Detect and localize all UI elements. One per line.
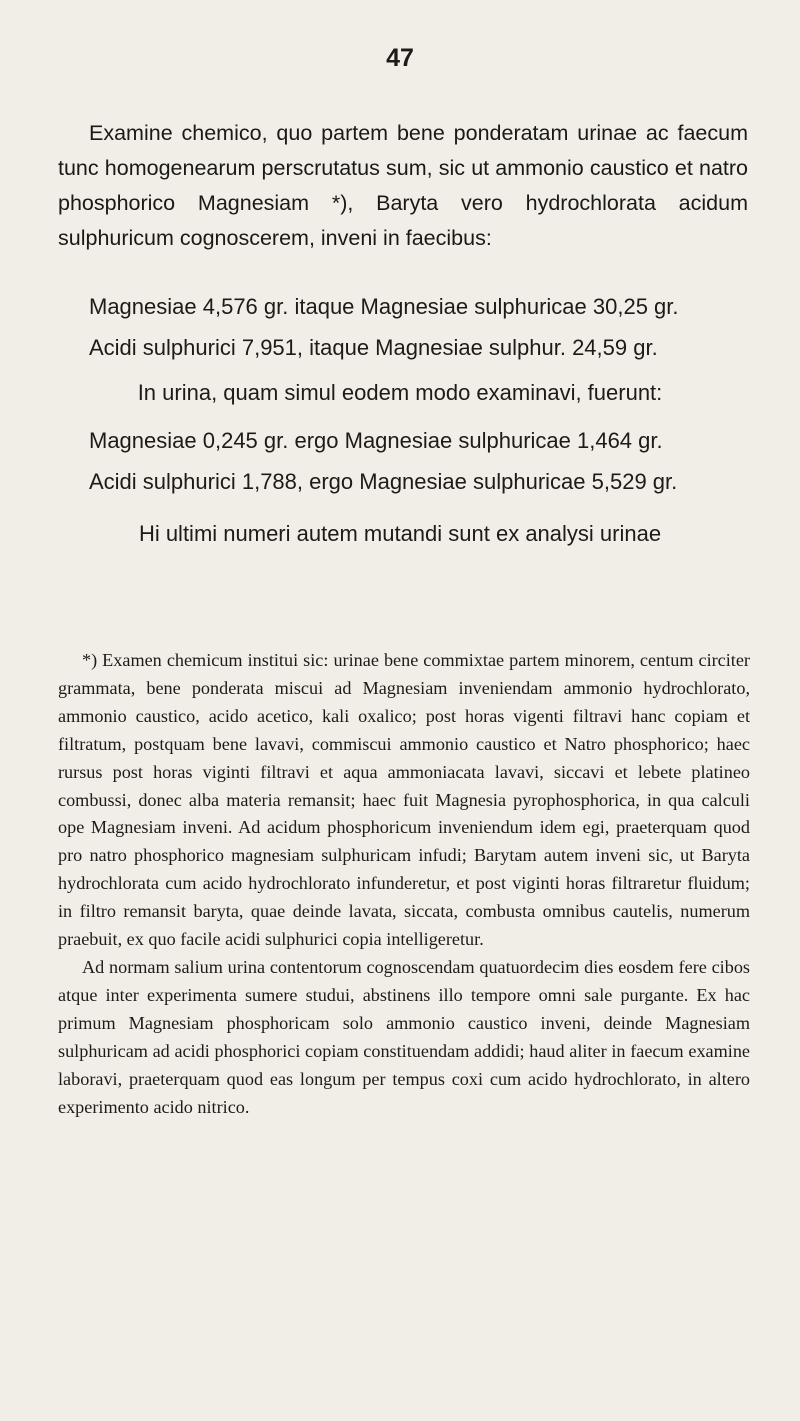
page-number: 47 (386, 44, 414, 72)
footnote-paragraph-1: *) Examen chemicum institui sic: urinae bene commixtae partem minorem, centum circiter grammata, bene ponderata miscui ad Magnesiam inveniendam ammonio hydrochlorato, ammonio caustico, acido acetico, kali oxalico; post horas vigenti filtravi hanc copiam et filtratum, postquam bene lavavi, commiscui ammonio caustico et Natro phosphorico; haec rursus post horas viginti filtravi et aqua ammoniacata lavavi, siccavi et lebete platineo combussi, donec alba materia remansit; haec fuit Magnesia pyrophosphorica, in qua calculi ope Magnesiam inveni. Ad acidum phosphoricum inveniendum idem egi, praeterquam quod pro natro phosphorico magnesiam sulphuricam infudi; Barytam autem inveni sic, ut Baryta hydrochlorata cum acido hydrochlorato infunderetur, et post viginti horas filtraretur fluidum; in filtro remansit baryta, quae deinde lavata, siccata, combusta omnibus cautelis, numerum praebuit, ex quo facile acidi sulphurici copia intelligeretur. (58, 650, 750, 950)
paragraph-intro: Examine chemico, quo partem bene ponderatam urinae ac faecum tunc homogenearum perscrutatus sum, sic ut ammonio caustico et natro phosphorico Magnesiam *), Baryta vero hydrochlorata acidum sulphuricum cognoscerem, inveni in faecibus: (58, 121, 748, 250)
footnote (58, 647, 750, 1121)
faeces-line-magnesia: Magnesiae 4,576 gr. itaque Magnesiae sulphuricae 30,25 gr. (89, 294, 679, 319)
urina-line-acid: Acidi sulphurici 1,788, ergo Magnesiae sulphuricae 5,529 gr. (89, 469, 678, 494)
faeces-line-acid: Acidi sulphurici 7,951, itaque Magnesiae sulphur. 24,59 gr. (89, 335, 658, 360)
closing-line: Hi ultimi numeri autem mutandi sunt ex analysi urinae (138, 521, 662, 546)
urina-intro: In urina, quam simul eodem modo examinavi, fuerunt: (137, 380, 663, 405)
footnote-paragraph-2: Ad normam salium urina contentorum cognoscendam quatuordecim dies eosdem fere cibos atque inter experimenta sumere studui, abstinens illo tempore omni sale purgante. Ex hac primum Magnesiam phosphoricam solo ammonio caustico inveni, deinde Magnesiam sulphuricam ad acidi phosphorici copiam constituendam addidi; haud aliter in faecum examine laboravi, praeterquam quod eas longum per tempus coxi cum acido hydrochlorato, in altero experimento acido nitrico. (58, 956, 750, 1117)
urina-line-magnesia: Magnesiae 0,245 gr. ergo Magnesiae sulphuricae 1,464 gr. (89, 428, 663, 453)
